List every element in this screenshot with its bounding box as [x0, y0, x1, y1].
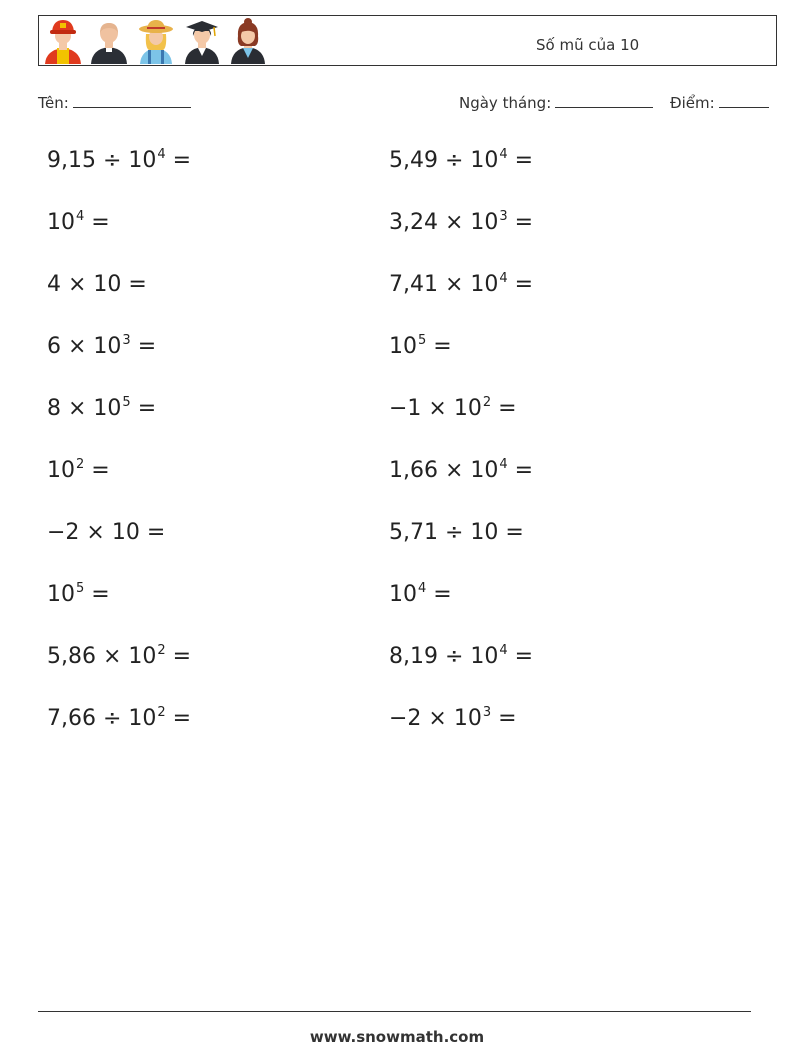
problem-base: 5,71 ÷ 10 = — [389, 520, 524, 545]
problem-item — [389, 706, 517, 731]
problem-base: 9,15 ÷ 10 — [47, 148, 157, 173]
problem-base: −1 × 10 — [389, 396, 482, 421]
problem-exponent: 4 — [499, 643, 508, 658]
problem-base: 10 — [47, 458, 75, 483]
problem-equals: = — [84, 582, 110, 607]
problem-base: 7,41 × 10 — [389, 272, 499, 297]
problem-exponent: 5 — [76, 581, 85, 596]
problem-item — [47, 706, 191, 731]
name-field — [38, 93, 191, 112]
problem-exponent: 5 — [418, 333, 427, 348]
problem-item — [389, 210, 533, 235]
worksheet-title: Số mũ của 10 — [536, 36, 640, 54]
problem-equals: = — [507, 272, 534, 297]
problem-base: 5,49 ÷ 10 — [389, 148, 499, 173]
priest-avatar-icon — [89, 18, 129, 64]
name-blank[interactable] — [73, 93, 191, 108]
problem-item — [47, 334, 156, 359]
score-blank[interactable] — [719, 93, 769, 108]
firefighter-avatar-icon — [43, 18, 83, 64]
problem-item — [389, 396, 517, 421]
problem-item — [47, 644, 191, 669]
problem-base: 6 × 10 — [47, 334, 122, 359]
problem-equals: = — [507, 148, 534, 173]
date-field — [459, 93, 653, 112]
problem-exponent: 4 — [499, 457, 508, 472]
problem-item — [389, 582, 452, 607]
problem-base: 8,19 ÷ 10 — [389, 644, 499, 669]
problem-exponent: 4 — [157, 147, 166, 162]
problem-equals: = — [165, 706, 192, 731]
problem-item — [389, 334, 452, 359]
problem-equals: = — [507, 644, 534, 669]
problem-equals: = — [491, 396, 517, 421]
businesswoman-avatar-icon — [228, 18, 268, 64]
problem-item — [389, 148, 533, 173]
score-label: Điểm: — [670, 94, 715, 112]
problem-item — [47, 396, 156, 421]
problem-item — [47, 148, 191, 173]
problem-equals: = — [491, 706, 517, 731]
problem-base: 8 × 10 — [47, 396, 122, 421]
problem-item — [47, 458, 110, 483]
problem-exponent: 4 — [499, 271, 508, 286]
problem-equals: = — [426, 582, 452, 607]
problem-item — [389, 272, 533, 297]
problem-exponent: 4 — [76, 209, 85, 224]
problem-equals: = — [507, 210, 534, 235]
problem-base: 10 — [389, 582, 417, 607]
problem-equals: = — [84, 210, 110, 235]
problem-item — [47, 520, 165, 545]
date-blank[interactable] — [555, 93, 653, 108]
problem-exponent: 2 — [76, 457, 85, 472]
problem-equals: = — [84, 458, 110, 483]
problem-exponent: 4 — [499, 147, 508, 162]
footer-website: www.snowmath.com — [309, 1028, 485, 1046]
problem-item — [47, 272, 147, 297]
problem-exponent: 2 — [482, 395, 492, 410]
problem-equals: = — [507, 458, 534, 483]
date-label: Ngày tháng: — [459, 94, 552, 112]
problem-exponent: 3 — [482, 705, 492, 720]
problem-exponent: 2 — [157, 705, 166, 720]
problem-base: 5,86 × 10 — [47, 644, 157, 669]
problem-equals: = — [426, 334, 452, 359]
problem-item — [47, 582, 110, 607]
problem-base: 7,66 ÷ 10 — [47, 706, 157, 731]
problem-base: −2 × 10 = — [47, 520, 166, 545]
problem-exponent: 3 — [122, 333, 131, 348]
problem-equals: = — [130, 396, 157, 421]
problem-exponent: 5 — [122, 395, 131, 410]
problem-base: 4 × 10 = — [47, 272, 147, 297]
farmer-avatar-icon — [136, 18, 176, 64]
problem-base: −2 × 10 — [389, 706, 482, 731]
problem-equals: = — [165, 644, 192, 669]
footer-divider — [38, 1011, 751, 1012]
score-field — [670, 93, 769, 112]
worksheet-header — [38, 15, 777, 66]
problem-base: 3,24 × 10 — [389, 210, 499, 235]
problem-base: 10 — [389, 334, 417, 359]
problem-base: 1,66 × 10 — [389, 458, 499, 483]
graduate-avatar-icon — [182, 18, 222, 64]
problem-item — [389, 520, 524, 545]
problem-exponent: 2 — [157, 643, 166, 658]
problem-exponent: 3 — [499, 209, 508, 224]
name-label: Tên: — [38, 94, 69, 112]
problem-item — [389, 458, 533, 483]
problem-equals: = — [165, 148, 192, 173]
problem-base: 10 — [47, 582, 75, 607]
problem-equals: = — [130, 334, 157, 359]
problem-item — [47, 210, 110, 235]
problem-base: 10 — [47, 210, 75, 235]
problem-item — [389, 644, 533, 669]
problem-exponent: 4 — [418, 581, 427, 596]
